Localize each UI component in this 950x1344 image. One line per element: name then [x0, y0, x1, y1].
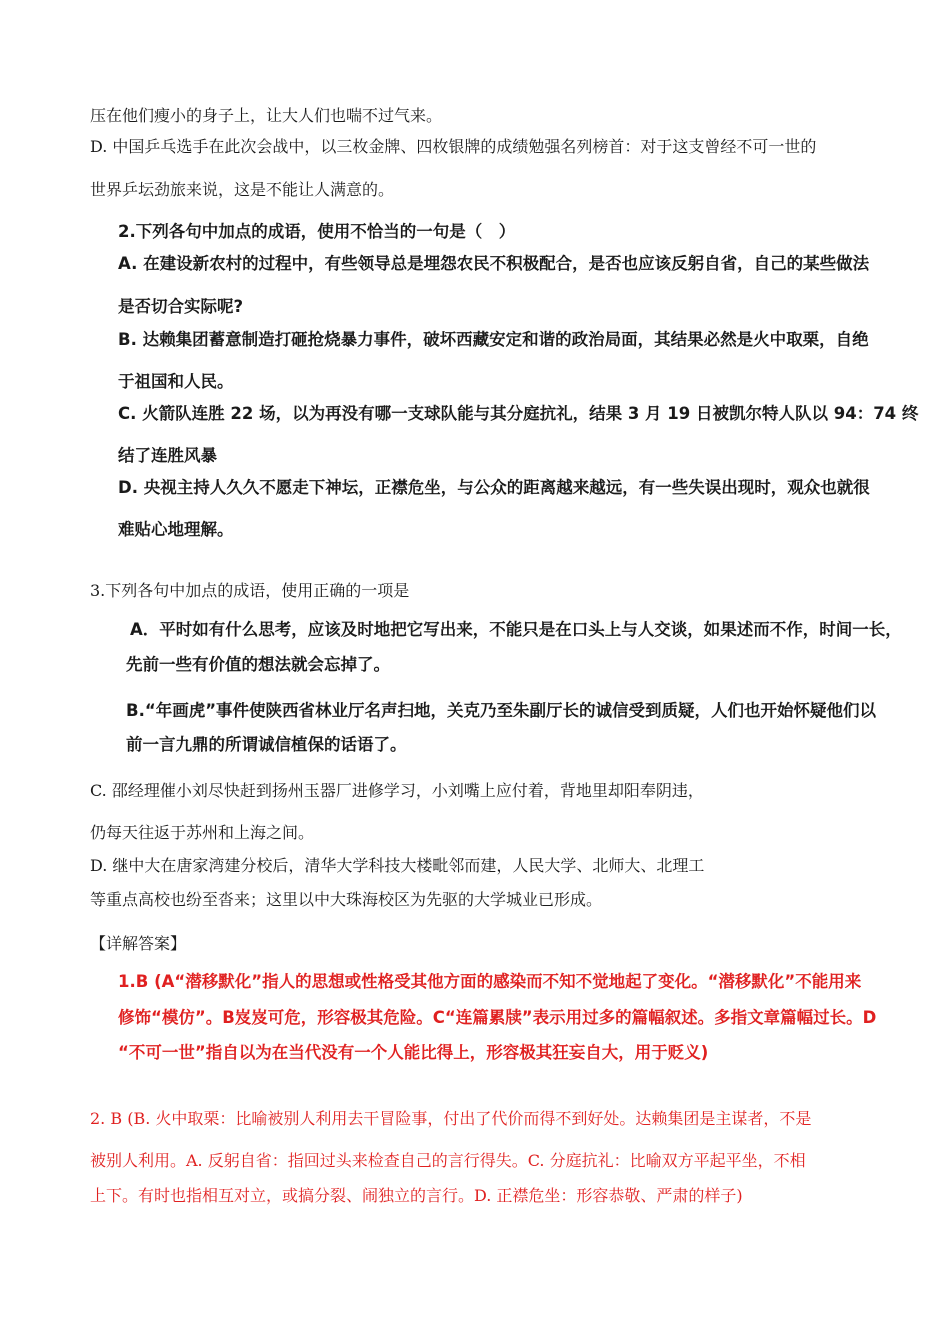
answer-2-line2: 被别人利用。A. 反躬自省：指回过头来检查自己的言行得失。C. 分庭抗礼：比喻双方平起平坐，不相 — [90, 1151, 806, 1170]
q3-option-d-line1: D. 继中大在唐家湾建分校后，清华大学科技大楼毗邻而建，人民大学、北师大、北理工 — [90, 856, 705, 875]
q2-option-a-line1: A. 在建设新农村的过程中，有些领导总是埋怨农民不积极配合，是否也应该反躬自省，自己的某些做法 — [118, 254, 870, 273]
answers-header: 【详解答案】 — [90, 934, 187, 953]
q2-option-b-line1: B. 达赖集团蓄意制造打砸抢烧暴力事件，破坏西藏安定和谐的政治局面，其结果必然是火中取栗，自绝 — [118, 330, 869, 349]
q1-option-d-line1: D. 中国乒乓选手在此次会战中，以三枚金牌、四枚银牌的成绩勉强名列榜首：对于这支曾经不可一世的 — [90, 137, 817, 156]
q3-option-d-line2: 等重点高校也纷至沓来；这里以中大珠海校区为先驱的大学城业已形成。 — [90, 890, 603, 909]
answer-1-line1: 1.B (A“潜移默化”指人的思想或性格受其他方面的感染而不知不觉地起了变化。“潜移默化”不能用来 — [118, 972, 862, 991]
q2-stem: 2.下列各句中加点的成语，使用不恰当的一句是（ ） — [118, 222, 516, 241]
q2-option-c-line1: C. 火箭队连胜 22 场，以为再没有哪一支球队能与其分庭抗礼，结果 3 月 19 日被凯尔特人队以 94：74 终 — [118, 404, 919, 423]
q3-option-a-line1: A．平时如有什么思考，应该及时地把它写出来，不能只是在口头上与人交谈，如果述而不作，时间一长， — [130, 620, 902, 639]
q2-option-c-line2: 结了连胜风暴 — [118, 446, 217, 465]
q3-option-b-line1: B.“年画虎”事件使陕西省林业厅名声扫地，关克乃至朱副厅长的诚信受到质疑，人们也开始怀疑他们以 — [126, 701, 877, 720]
answer-2-line3: 上下。有时也指相互对立，或搞分裂、闹独立的言行。D. 正襟危坐：形容恭敬、严肃的样子) — [90, 1186, 743, 1205]
answer-1-line3: “不可一世”指自以为在当代没有一个人能比得上，形容极其狂妄自大，用于贬义) — [118, 1043, 709, 1062]
q1-option-d-line2: 世界乒坛劲旅来说，这是不能让人满意的。 — [90, 180, 395, 199]
q2-option-b-line2: 于祖国和人民。 — [118, 372, 234, 391]
q3-option-b-line2: 前一言九鼎的所谓诚信植保的话语了。 — [126, 735, 407, 754]
q1-continuation-line: 压在他们瘦小的身子上，让大人们也喘不过气来。 — [90, 106, 443, 125]
q2-option-d-line1: D. 央视主持人久久不愿走下神坛，正襟危坐，与公众的距离越来越远，有一些失误出现时，观众也就很 — [118, 478, 870, 497]
q3-option-a-line2: 先前一些有价值的想法就会忘掉了。 — [126, 655, 390, 674]
answer-1-line2: 修饰“模仿”。B岌岌可危，形容极其危险。C“连篇累牍”表示用过多的篇幅叙述。多指文章篇幅过长。D — [118, 1008, 877, 1027]
q2-option-a-line2: 是否切合实际呢? — [118, 297, 244, 316]
q3-option-c-line2: 仍每天往返于苏州和上海之间。 — [90, 823, 315, 842]
answer-2-line1: 2. B (B. 火中取栗：比喻被别人利用去干冒险事，付出了代价而得不到好处。达赖集团是主谋者，不是 — [90, 1109, 812, 1128]
q3-stem: 3.下列各句中加点的成语，使用正确的一项是 — [90, 581, 410, 600]
q3-option-c-line1: C. 邵经理催小刘尽快赶到扬州玉器厂进修学习，小刘嘴上应付着，背地里却阳奉阴违， — [90, 781, 704, 800]
q2-option-d-line2: 难贴心地理解。 — [118, 520, 234, 539]
